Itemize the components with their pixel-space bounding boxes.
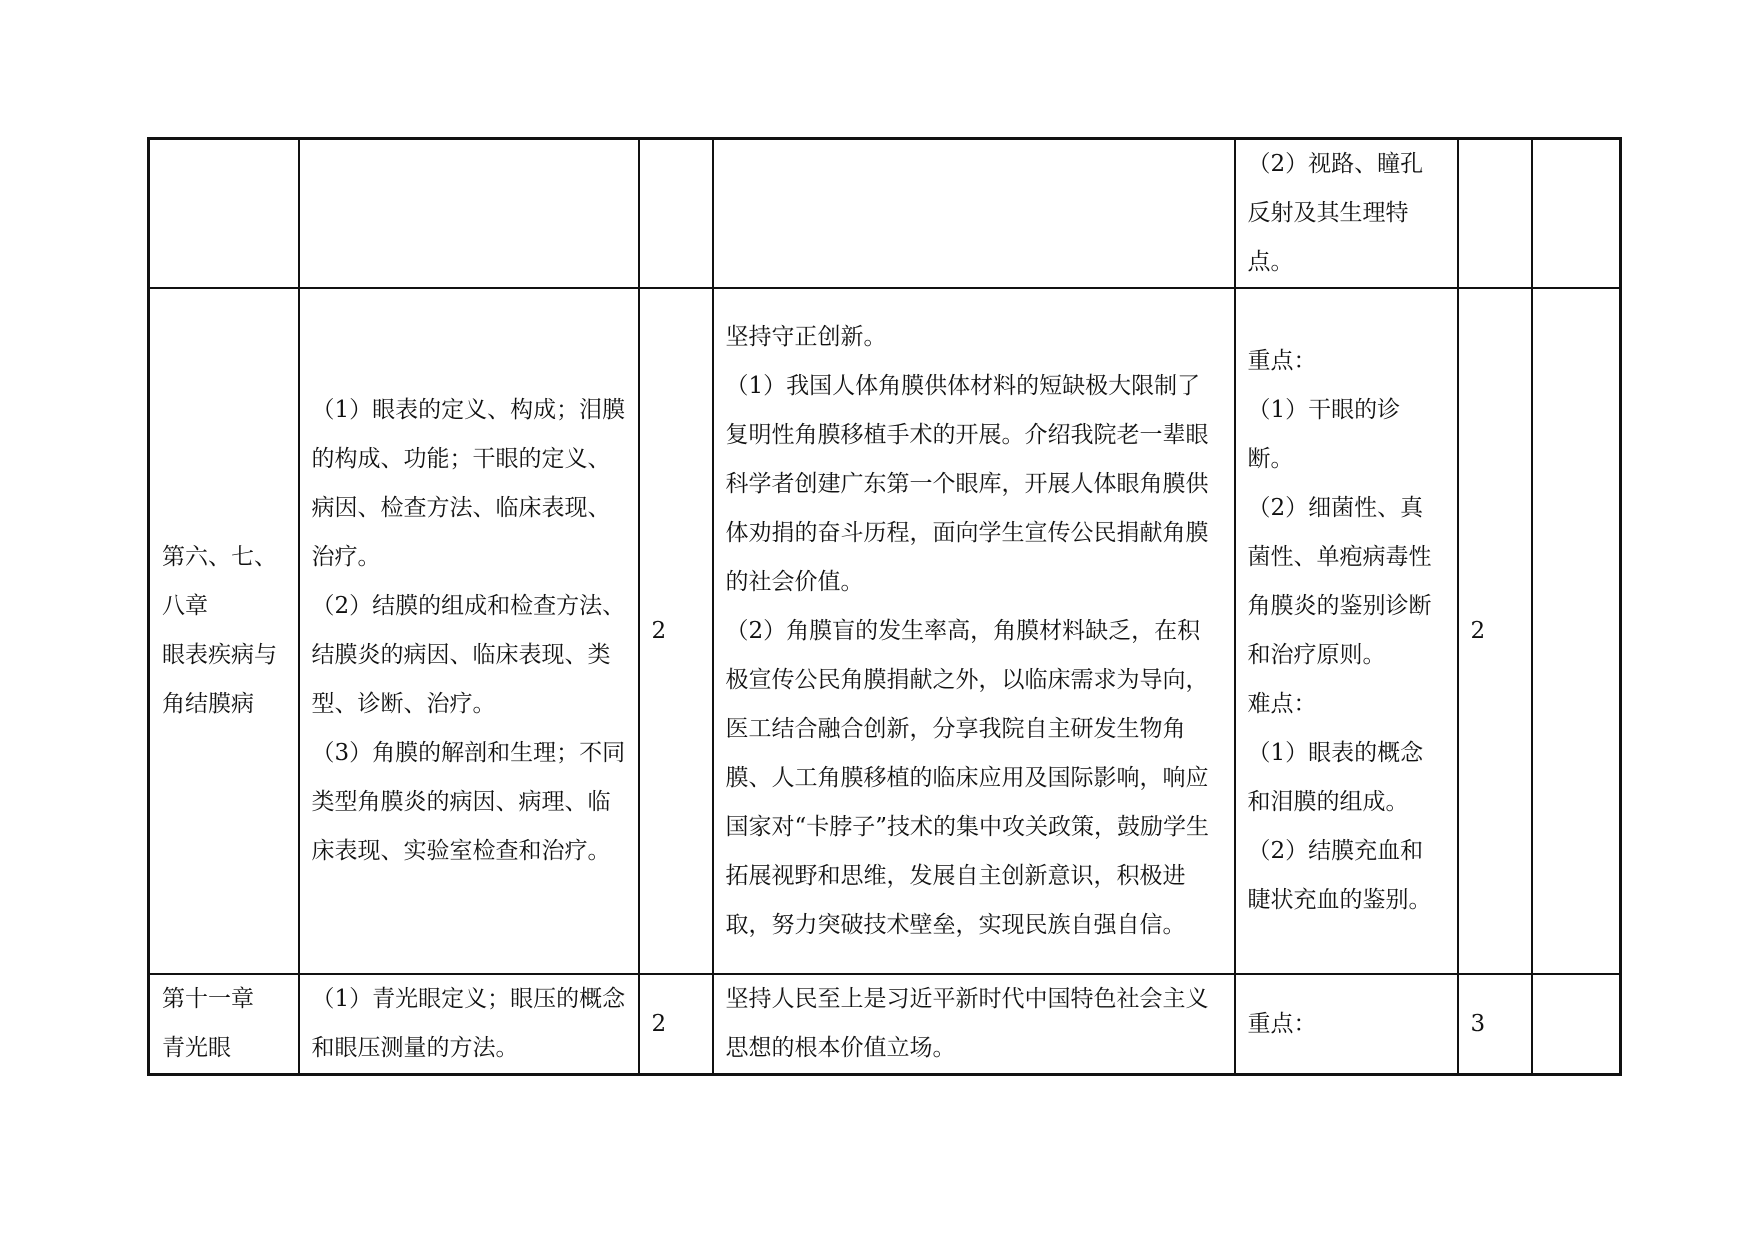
level-value: 2 xyxy=(1470,617,1486,644)
chapter-line: 八章 xyxy=(162,593,208,619)
level-value: 3 xyxy=(1470,1010,1486,1037)
keypoint-text: 难点： xyxy=(1247,691,1317,717)
ideology-text: （2）角膜盲的发生率高，角膜材料缺乏，在积极宣传公民角膜捐献之外，以临床需求为导向，医工结合融合创新，分享我院自主研发生物角膜、人工角膜移植的临床应用及国际影响，响应国家对“卡脖子”技术的集中攻关政策，鼓励学生拓展视野和思维，发展自主创新意识，积极进取，努力突破技术壁垒，实现民族自强自信。 xyxy=(725,617,1210,938)
level-cell xyxy=(1458,139,1532,289)
table-row xyxy=(149,139,1621,289)
keypoints-cell xyxy=(1235,974,1458,1075)
ideology-text: 坚持人民至上是习近平新时代中国特色社会主义思想的根本价值立场。 xyxy=(725,986,1209,1061)
ideology-cell xyxy=(713,139,1235,289)
hours-cell xyxy=(639,139,713,289)
keypoints-cell xyxy=(1235,139,1458,289)
chapter-line: 角结膜病 xyxy=(162,691,254,717)
content-text: （3）角膜的解剖和生理；不同类型角膜炎的病因、病理、临床表现、实验室检查和治疗。 xyxy=(311,740,626,864)
keypoint-text: （1）干眼的诊断。 xyxy=(1247,397,1401,472)
keypoint-text: （1）眼表的概念和泪膜的组成。 xyxy=(1247,740,1424,815)
chapter-cell xyxy=(149,974,299,1075)
syllabus-table xyxy=(147,137,1622,1076)
chapter-line: 眼表疾病与 xyxy=(162,642,277,668)
ideology-cell xyxy=(713,288,1235,974)
hours-cell xyxy=(639,974,713,1075)
extra-cell xyxy=(1532,974,1621,1075)
ideology-text: （1）我国人体角膜供体材料的短缺极大限制了复明性角膜移植手术的开展。介绍我院老一辈眼科学者创建广东第一个眼库，开展人体眼角膜供体劝捐的奋斗历程，面向学生宣传公民捐献角膜的社会价值。 xyxy=(725,372,1209,595)
content-cell xyxy=(299,139,639,289)
level-cell xyxy=(1458,974,1532,1075)
table-row xyxy=(149,288,1621,974)
chapter-line: 第十一章 xyxy=(162,986,254,1012)
extra-cell xyxy=(1532,288,1621,974)
content-cell xyxy=(299,288,639,974)
keypoints-cell xyxy=(1235,288,1458,974)
keypoint-text: （2）细菌性、真菌性、单疱病毒性角膜炎的鉴别诊断和治疗原则。 xyxy=(1247,495,1432,668)
keypoint-text: 重点： xyxy=(1247,348,1317,374)
ideology-text: 坚持守正创新。 xyxy=(725,323,887,350)
chapter-line: 第六、七、 xyxy=(162,544,277,570)
table-row xyxy=(149,974,1621,1075)
hours-value: 2 xyxy=(651,1010,667,1037)
hours-value: 2 xyxy=(651,617,667,644)
content-text: （2）结膜的组成和检查方法、结膜炎的病因、临床表现、类型、诊断、治疗。 xyxy=(311,593,626,717)
chapter-cell xyxy=(149,139,299,289)
content-cell xyxy=(299,974,639,1075)
level-cell xyxy=(1458,288,1532,974)
ideology-cell xyxy=(713,974,1235,1075)
keypoint-text: （2）结膜充血和睫状充血的鉴别。 xyxy=(1247,838,1432,913)
chapter-line: 青光眼 xyxy=(162,1035,231,1061)
extra-cell xyxy=(1532,139,1621,289)
keypoint-text: （2）视路、瞳孔反射及其生理特点。 xyxy=(1247,151,1424,275)
chapter-cell xyxy=(149,288,299,974)
hours-cell xyxy=(639,288,713,974)
keypoint-text: 重点： xyxy=(1247,1010,1317,1037)
content-text: （1）青光眼定义；眼压的概念和眼压测量的方法。 xyxy=(311,986,626,1061)
content-text: （1）眼表的定义、构成；泪膜的构成、功能；干眼的定义、病因、检查方法、临床表现、治疗。 xyxy=(311,397,626,570)
